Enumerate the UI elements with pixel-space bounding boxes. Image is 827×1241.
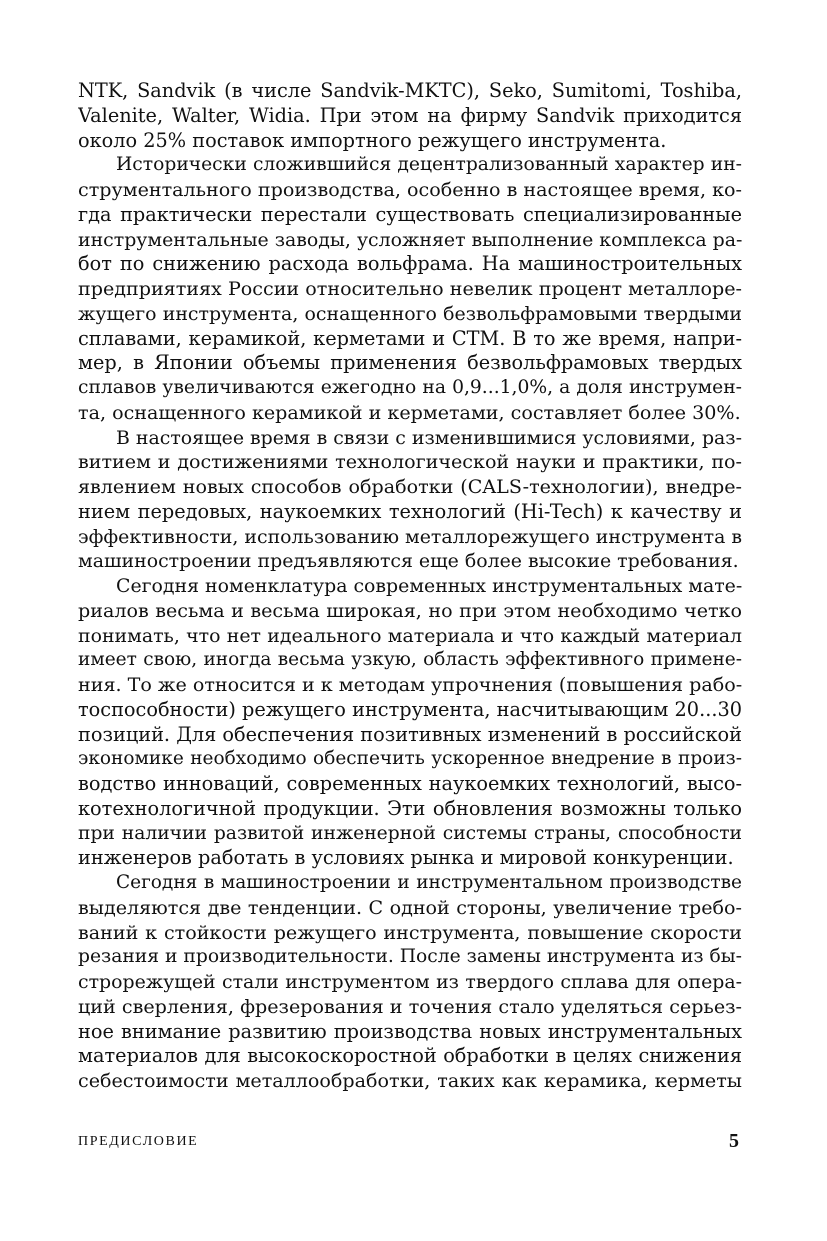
text-line: витием и достижениями технологической науки и практики, по- [78, 450, 742, 474]
text-line: риалов весьма и весьма широкая, но при этом необходимо четко [78, 598, 742, 622]
text-line: ций сверления, фрезерования и точения стало уделяться серьез- [78, 994, 742, 1018]
text-line: нием передовых, наукоемких технологий (Hi-Tech) к качеству и [78, 499, 742, 523]
text-line: тоспособности) режущего инструмента, насчитывающим 20...30 [78, 697, 742, 721]
text-line: водство инноваций, современных наукоемких технологий, высо- [78, 772, 742, 795]
text-line: материалов для высокоскоростной обработки в целях снижения [78, 1044, 742, 1068]
text-line: инструментальные заводы, усложняет выполнение комплекса ра- [78, 228, 742, 251]
page-number: 5 [729, 1130, 739, 1152]
text-line: предприятиях России относительно невелик процент металлоре- [78, 277, 742, 300]
text-line: около 25% поставок импортного режущего инструмента. [78, 128, 667, 152]
text-line: строрежущей стали инструментом из твердого сплава для опера- [78, 971, 742, 993]
text-line: машиностроении предъявляются еще более высокие требования. [78, 550, 739, 573]
text-line: при наличии развитой инженерной системы страны, способности [78, 822, 742, 844]
paragraph [78, 574, 742, 871]
text-line: Сегодня в машиностроении и инструментальном производстве [116, 872, 742, 893]
text-line: ния. То же относится и к методам упрочнения (повышения рабо- [78, 673, 742, 696]
text-line: мер, в Японии объемы применения безвольфрамовых твердых [78, 351, 742, 375]
body-text [78, 79, 742, 1094]
text-line: та, оснащенного керамикой и керметами, составляет более 30%. [78, 400, 741, 424]
text-line: котехнологичной продукции. Эти обновления возможны только [78, 796, 742, 820]
paragraph [78, 426, 742, 575]
text-line: явлением новых способов обработки (CALS-технологии), внедре- [78, 475, 742, 498]
text-line: резания и производительности. После замены инструмента из бы- [78, 946, 742, 968]
text-line: ное внимание развитию производства новых инструментальных [78, 1019, 742, 1043]
text-line: бот по снижению расхода вольфрама. На машиностроительных [78, 252, 742, 276]
running-footer-section-title: ПРЕДИСЛОВИЕ [78, 1134, 199, 1149]
text-line: жущего инструмента, оснащенного безвольфрамовыми твердыми [78, 302, 742, 325]
paragraph [78, 153, 742, 425]
text-line: позиций. Для обеспечения позитивных изменений в российской [78, 722, 742, 746]
text-line: экономике необходимо обеспечить ускоренное внедрение в произ- [78, 748, 742, 770]
text-line: понимать, что нет идеального материала и что каждый материал [78, 624, 742, 647]
text-line: NTK, Sandvik (в числе Sandvik-MKTC), Seko, Sumitomi, Toshiba, [78, 79, 742, 102]
text-line: сплавами, керамикой, керметами и СТМ. В то же время, напри- [78, 326, 742, 350]
text-line: струментального производства, особенно в настоящее время, ко- [78, 178, 742, 201]
text-line: Сегодня номенклатура современных инструментальных мате- [116, 575, 742, 597]
paragraph [78, 79, 742, 153]
text-line: имеет свою, иногда весьма узкую, область эффективного примене- [78, 649, 742, 671]
text-line: Valenite, Walter, Widia. При этом на фирму Sandvik приходится [78, 103, 742, 127]
text-line: инженеров работать в условиях рынка и мировой конкуренции. [78, 846, 734, 870]
text-line: В настоящее время в связи с изменившимися условиями, раз- [116, 426, 742, 449]
paragraph [78, 871, 742, 1094]
text-line: гда практически перестали существовать специализированные [78, 202, 742, 226]
text-line: выделяются две тенденции. С одной стороны, увеличение требо- [78, 895, 742, 919]
text-line: себестоимости металлообработки, таких как керамика, керметы [78, 1069, 742, 1092]
text-line: сплавов увеличиваются ежегодно на 0,9...1,0%, а доля инструмен- [78, 377, 742, 398]
text-line: Исторически сложившийся децентрализованный характер ин- [116, 154, 742, 176]
text-line: ваний к стойкости режущего инструмента, повышение скорости [78, 920, 742, 944]
text-line: эффективности, использованию металлорежущего инструмента в [78, 525, 742, 548]
